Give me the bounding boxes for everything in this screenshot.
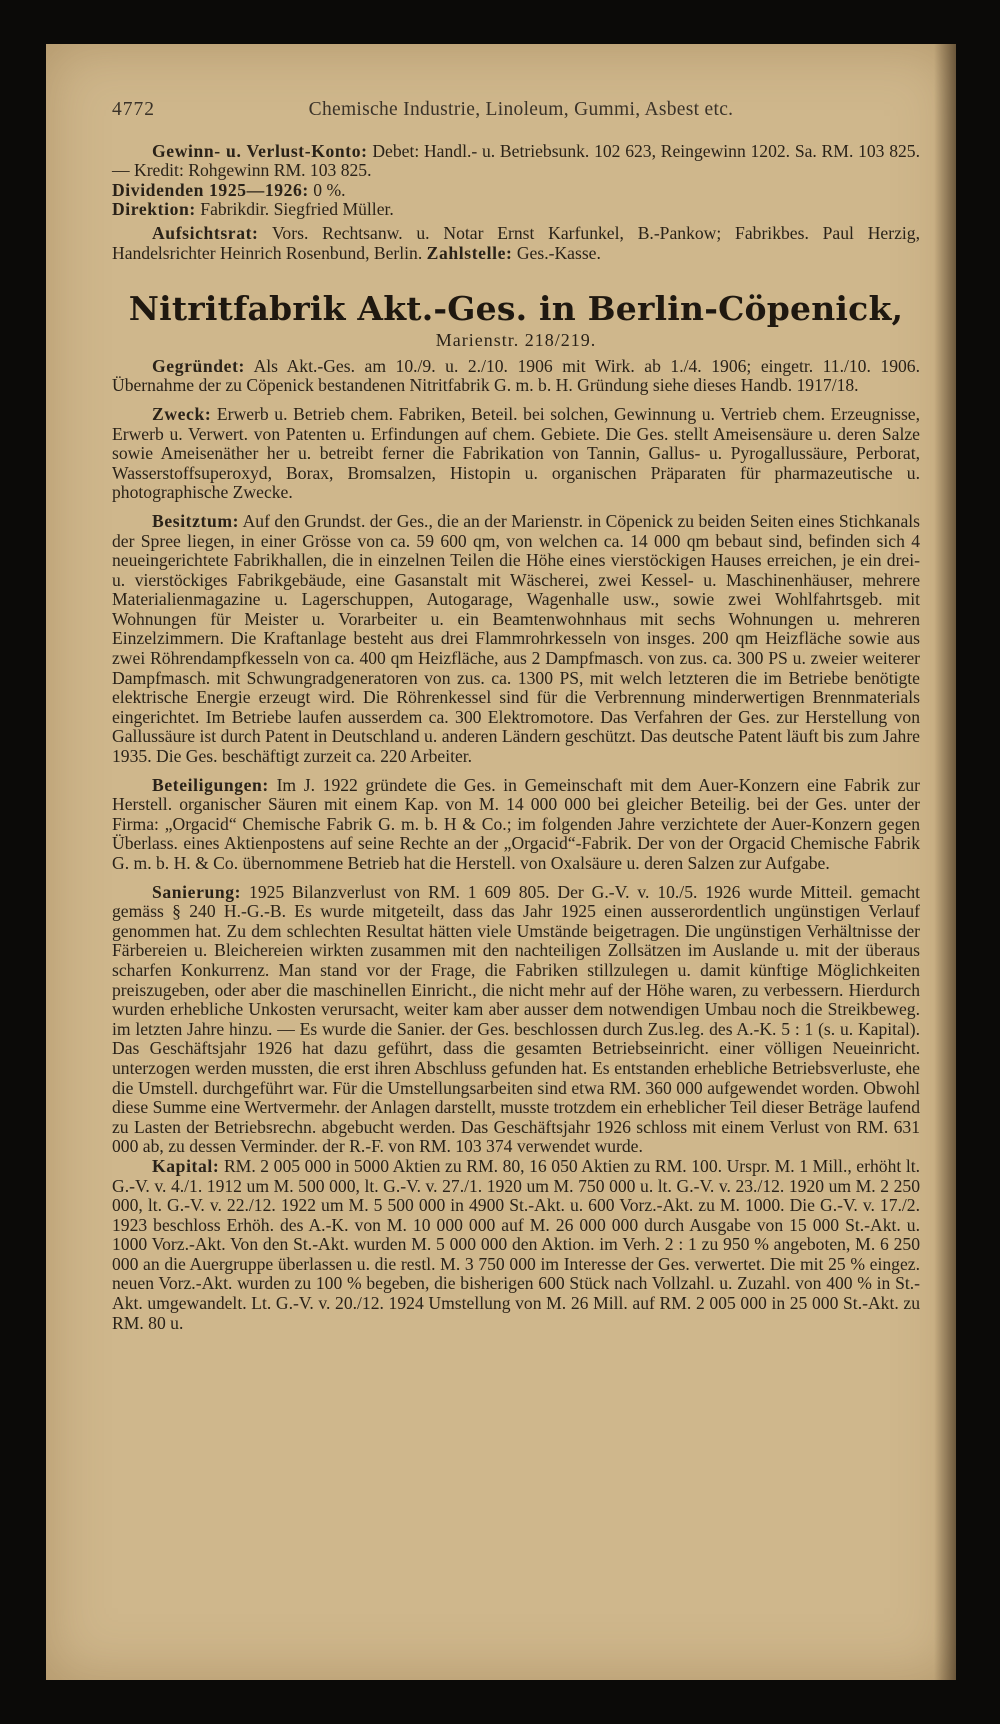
zahlstelle-label: Zahlstelle: (426, 242, 513, 263)
running-title: Chemische Industrie, Linoleum, Gummi, Asbest etc. (308, 99, 734, 120)
section-sanierung (112, 883, 920, 1157)
section-label: Sanierung: (152, 881, 242, 902)
section-text: RM. 2 005 000 in 5000 Aktien zu RM. 80, 16 050 Aktien zu RM. 100. Urspr. M. 1 Mill., erhöht lt. G.-V. v. 4./1. 1912 um M. 500 000, lt. G.-V. v. 27./1. 1920 um M. 750 000 u. lt. G.-V. v. 23./12. 1920 um M. 2 250 000, lt. G.-V. v. 22./12. 1922 um M. 5 500 000 in 4900 St.-Akt. u. 600 Vorz.-Akt. zu M. 1000. Die G.-V. v. 17./2. 1923 beschloss Erhöh. des A.-K. von M. 10 000 000 auf M. 26 000 000 durch Ausgabe von 15 000 St.-Akt. u. 1000 Vorz.-Akt. Von den St.-Akt. wurden M. 5 000 000 den Aktion. im Verh. 2 : 1 zu 950 % angeboten, M. 6 250 000 an die Auergruppe überlassen u. die restl. M. 3 750 000 im Interesse der Ges. verwertet. Die mit 25 % eingez. neuen Vorz.-Akt. wurden zu 100 % begeben, die bisherigen 600 Stück nach Vollzahl. u. Zuzahl. von 400 % in St.-Akt. umgewandelt. Lt. G.-V. v. 20./12. 1924 Umstellung von M. 26 Mill. auf RM. 2 005 000 in 25 000 St.-Akt. zu RM. 80 u. (112, 1155, 920, 1333)
section-text: Auf den Grundst. der Ges., die an der Marienstr. in Cöpenick zu beiden Seiten eines Stichkanals der Spree liegen, in einer Grösse von ca. 59 600 qm, von welchen ca. 14 000 qm bebaut sind, befinden sich 4 neueingerichtete Fabrikhallen, die in einzelnen Teilen die Höhe eines vierstöckigen Hauses erreichen, je ein drei- u. vierstöckiges Fabrikgebäude, eine Gasanstalt mit Wäscherei, zwei Kessel- u. Maschinenhäuser, mehrere Materialienmagazine u. Lagerschuppen, Autogarage, Wagenhalle usw., sowie zwei Wohlfahrtsgeb. mit Wohnungen für Meister u. Vorarbeiter u. ein Beamtenwohnhaus mit sechs Wohnungen u. mehreren Einzelzimmern. Die Kraftanlage besteht aus drei Flammrohrkesseln von insges. 200 qm Heizfläche sowie aus zwei Röhrendampfkesseln von ca. 400 qm Heizfläche, aus 2 Dampfmasch. von zus. ca. 300 PS u. zweier weiterer Dampfmasch. mit Schwungradgeneratoren von zus. ca. 1300 PS, mit welch letzteren die im Betriebe benötigte elektrische Energie erzeugt wird. Die Röhrenkessel sind für die Verbrennung minderwertigen Brennmaterials eingerichtet. Im Betriebe laufen ausserdem ca. 300 Elektromotore. Das Verfahren der Ges. zur Herstellung von Gallussäure ist durch Patent in Deutschland u. anderen Ländern geschützt. Das deutsche Patent läuft bis zum Jahre 1935. Die Ges. beschäftigt zurzeit ca. 220 Arbeiter. (112, 510, 920, 767)
gewinn-verlust-text: Debet: Handl.- u. Betriebsunk. 102 623, Reingewinn 1202. Sa. RM. 103 825. — Kredit: Rohgewinn RM. 103 825. (112, 140, 920, 181)
section-label: Beteiligungen: (152, 774, 269, 795)
section-label: Zweck: (152, 403, 212, 424)
direktion-paragraph (112, 200, 920, 220)
section-text: 1925 Bilanzverlust von RM. 1 609 805. Der G.-V. v. 10./5. 1926 wurde Mitteil. gemacht gemäss § 240 H.-G.-B. Es wurde mitgeteilt, dass das Jahr 1925 einen ausserordentlich ungünstigen Verlauf genommen hat. Zu dem schlechten Resultat hätten viele Umstände beigetragen. Die ungünstigen Verhältnisse der Färbereien u. Bleichereien wirkten zusammen mit den nachteiligen Zollsätzen im Auslande u. mit der überaus scharfen Konkurrenz. Man stand vor der Frage, die Fabriken stillzulegen u. damit künftige Möglichkeiten preiszugeben, oder aber die maschinellen Einricht., die nicht mehr auf der Höhe waren, zu verbessern. Hierdurch wurden erhebliche Unkosten verursacht, weiter kam aber ausser dem notwendigen Umbau noch die Streikbeweg. im letzten Jahre hinzu. — Es wurde die Sanier. der Ges. beschlossen durch Zus.leg. des A.-K. 5 : 1 (s. u. Kapital). Das Geschäftsjahr 1926 hat dazu geführt, dass die gesamten Betriebseinricht. einer völligen Neueinricht. unterzogen werden mussten, die erst ihren Abschluss gefunden hat. Es entstanden erhebliche Betriebsverluste, ehe die Umstell. durchgeführt war. Für die Umstellungsarbeiten sind etwa RM. 360 000 aufgewendet worden. Obwohl diese Summe eine Wertvermehr. der Anlagen darstellt, musste trotzdem ein erheblicher Teil dieser Beträge laufend zu Lasten der Betriebsrechn. abgebucht werden. Das Geschäftsjahr 1926 schloss mit einem Verlust von RM. 631 000 ab, zu dessen Verminder. der R.-F. von RM. 103 374 verwendet wurde. (112, 881, 921, 1157)
page-header (112, 100, 920, 120)
dividenden-paragraph (112, 181, 920, 201)
dividenden-label: Dividenden 1925—1926: (112, 179, 309, 200)
section-label: Gegründet: (152, 355, 245, 376)
zahlstelle-text: Ges.-Kasse. (516, 242, 601, 263)
section-label: Besitztum: (152, 510, 240, 531)
direktion-label: Direktion: (112, 199, 196, 220)
section-gegruendet (112, 357, 920, 396)
binding-shadow (934, 44, 956, 1680)
section-zweck (112, 405, 920, 503)
section-label: Kapital: (152, 1155, 220, 1176)
section-beteiligungen (112, 776, 920, 874)
page-content (112, 100, 920, 1333)
section-text: Im J. 1922 gründete die Ges. in Gemeinschaft mit dem Auer-Konzern eine Fabrik zur Herstell. organischer Säuren mit einem Kap. von M. 14 000 000 bei gleicher Beteilig. bei der Ges. unter der Firma: „Orgacid“ Chemische Fabrik G. m. b. H & Co.; im folgenden Jahre verzichtete der Auer-Konzern gegen Überlass. eines Aktienpostens auf seine Rechte an der „Orgacid“-Fabrik. Der von der Orgacid Chemische Fabrik G. m. b. H. & Co. übernommene Betrieb hat die Herstell. von Oxalsäure u. deren Salzen zur Aufgabe. (112, 774, 920, 873)
dividenden-text: 0 %. (313, 179, 346, 200)
gewinn-verlust-label: Gewinn- u. Verlust-Konto: (152, 140, 368, 161)
scanned-page (46, 44, 956, 1680)
section-text: Als Akt.-Ges. am 10./9. u. 2./10. 1906 mit Wirk. ab 1./4. 1906; eingetr. 11./10. 1906. Übernahme der zu Cöpenick bestandenen Nitritfabrik G. m. b. H. Gründung siehe dieses Handb. 1917/18. (112, 355, 920, 396)
section-text: Erwerb u. Betrieb chem. Fabriken, Beteil. bei solchen, Gewinnung u. Vertrieb chem. Erzeugnisse, Erwerb u. Verwert. von Patenten u. Erfindungen auf chem. Gebiete. Die Ges. stellt Ameisensäure u. deren Salze sowie Ameisenäther her u. betreibt ferner die Fabrikation von Tannin, Gallus- u. Pyrogallussäure, Perborat, Wasserstoffsuperoxyd, Borax, Bromsalzen, Histopin u. organischen Präparaten für pharmazeutische u. photographische Zwecke. (112, 403, 920, 503)
direktion-text: Fabrikdir. Siegfried Müller. (200, 199, 394, 220)
company-address: Marienstr. 218/219. (435, 330, 597, 351)
aufsichtsrat-text: Vors. Rechtsanw. u. Notar Ernst Karfunkel, B.-Pankow; Fabrikbes. Paul Herzig, Handelsrichter Heinrich Rosenbund, Berlin. (112, 222, 920, 263)
aufsichtsrat-paragraph (112, 224, 920, 263)
page-number: 4772 (112, 99, 155, 120)
aufsichtsrat-label: Aufsichtsrat: (152, 222, 259, 243)
company-name: Nitritfabrik Akt.-Ges. in Berlin-Cöpenick, (128, 289, 904, 329)
section-besitztum (112, 512, 920, 767)
gewinn-verlust-paragraph (112, 142, 920, 181)
section-kapital (112, 1157, 920, 1333)
